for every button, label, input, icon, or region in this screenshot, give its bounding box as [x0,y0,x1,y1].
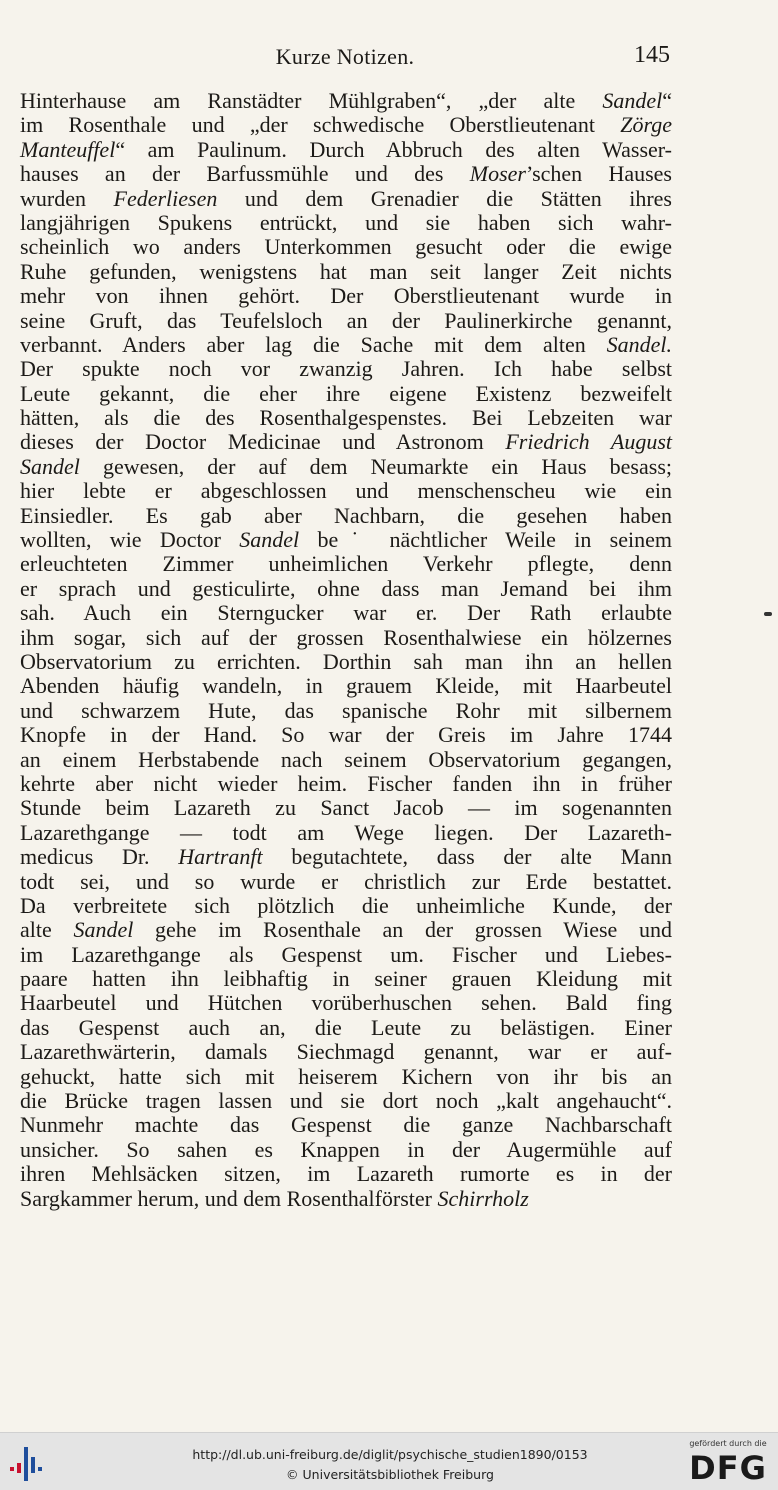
text-line [20,89,672,113]
text-line [20,528,672,552]
text-run: Leute gekannt, die eher ihre eigene Existenz bezweifelt [20,380,672,406]
text-run: hauses an der Barfussmühle und des [20,161,470,187]
margin-mark [764,612,772,616]
text-line [20,138,672,162]
text-run: seine Gruft, das Teufelsloch an der Paulinerkirche genannt, [20,307,672,333]
text-line [20,577,672,601]
text-line [20,1040,672,1064]
italic-name: Sandel. [606,331,672,357]
text-line [20,845,672,869]
text-run: Ruhe gefunden, wenigstens hat man seit langer Zeit nichts [20,258,672,284]
text-line [20,723,672,747]
text-run: und schwarzem Hute, das spanische Rohr mit silbernem [20,697,672,723]
text-run: langjährigen Spukens entrückt, und sie haben sich wahr- [20,209,672,235]
text-line [20,748,672,772]
text-line [20,235,672,259]
text-run: verbannt. Anders aber lag die Sache mit dem alten [20,331,607,357]
text-line [20,918,672,942]
text-run: begutachtete, dass der alte Mann [262,844,672,870]
italic-name: Sandel [239,527,300,553]
text-run: im Lazarethgange als Gespenst um. Fischer und Liebes- [20,941,672,967]
italic-name: Schirrholz [437,1185,529,1211]
text-run: und dem Grenadier die Stätten ihres [217,185,672,211]
italic-name: Hartranft [178,844,263,870]
text-run: dieses der Doctor Medicinae und Astronom [20,429,506,455]
text-run: Hinterhause am Ranstädter Mühlgraben“, „der alte [20,88,603,113]
text-run: unsicher. So sahen es Knappen in der Augermühle auf [20,1136,672,1162]
text-run: paare hatten ihn leibhaftig in seiner grauen Kleidung mit [20,966,672,992]
italic-name: Manteuffel [20,136,116,162]
text-run: ’schen Hauses [525,161,672,187]
text-run: Lazarethwärterin, damals Siechmagd genannt, war er auf- [20,1039,672,1065]
text-line [20,1113,672,1137]
body-text [20,89,672,1211]
text-run: hier lebte er abgeschlossen und menschenscheu wie ein [20,478,672,504]
source-url-link[interactable]: http://dl.ub.uni-freiburg.de/diglit/psychische_studien1890/0153 [192,1447,588,1462]
text-line [20,991,672,1015]
text-run: kehrte aber nicht wieder heim. Fischer fanden ihn in früher [20,770,672,796]
text-run: medicus Dr. [20,844,179,870]
text-run: ihren Mehlsäcken sitzen, im Lazareth rumorte es in der [20,1161,672,1187]
text-line [20,113,672,137]
text-line [20,284,672,308]
text-run: mehr von ihnen gehört. Der Oberstlieutenant wurde in [20,283,672,309]
text-line [20,1138,672,1162]
text-run: sah. Auch ein Sterngucker war er. Der Rath erlaubte [20,600,672,626]
text-run: Der spukte noch vor zwanzig Jahren. Ich habe selbst [20,356,672,382]
text-run: Da verbreitete sich plötzlich die unheimliche Kunde, der [20,892,672,918]
text-line [20,309,672,333]
text-line [20,1089,672,1113]
text-line [20,870,672,894]
text-run: Knopfe in der Hand. So war der Greis im Jahre 1744 [20,722,672,748]
text-run: scheinlich wo anders Unterkommen gesucht oder die ewige [20,234,672,260]
text-run: Stunde beim Lazareth zu Sanct Jacob — im sogenannten [20,795,672,821]
text-run: “ [662,88,672,113]
text-run: gehe im Rosenthale an der grossen Wiese und [133,917,672,943]
text-run: wollten, wie Doctor [20,527,240,553]
text-line [20,943,672,967]
text-run: todt sei, und so wurde er christlich zur Erde bestattet. [20,868,672,894]
italic-name: Sandel [73,917,134,943]
text-run: Observatorium zu errichten. Dorthin sah man ihn an hellen [20,648,672,674]
text-run: ihm sogar, sich auf der grossen Rosenthalwiese ein hölzernes [20,624,672,650]
dfg-logo-text: DFG [689,1449,767,1487]
italic-name: Sandel [20,453,80,479]
text-line [20,187,672,211]
text-run: Abenden häufig wandeln, in grauem Kleide, mit Haarbeutel [20,673,672,699]
text-line [20,211,672,235]
text-run: “ am Paulinum. Durch Abbruch des alten Wasser- [115,136,672,162]
text-line [20,1162,672,1186]
text-run: erleuchteten Zimmer unheimlichen Verkehr pflegte, denn [20,551,672,577]
text-line [20,601,672,625]
footer-bar [0,1432,778,1490]
ub-freiburg-logo-icon[interactable] [8,1443,48,1483]
text-line [20,772,672,796]
text-run: er sprach und gesticulirte, ohne dass man Jemand bei ihm [20,575,672,601]
text-line [20,796,672,820]
text-line [20,504,672,528]
text-line [20,260,672,284]
italic-name: Moser [469,161,526,187]
text-run: im Rosenthale und „der schwedische Oberstlieutenant [20,112,621,138]
text-line [20,382,672,406]
text-line [20,552,672,576]
text-line [20,626,672,650]
italic-name: Zörge [620,112,672,138]
text-run: die Brücke tragen lassen und sie dort noch „kalt angehaucht“. [20,1088,672,1114]
text-line [20,357,672,381]
text-line [20,1065,672,1089]
text-line [20,479,672,503]
text-line [20,821,672,845]
text-line [20,674,672,698]
italic-name: Federliesen [113,185,218,211]
text-run: Haarbeutel und Hütchen vorüberhuschen sehen. Bald fing [20,990,672,1016]
text-run: Sargkammer herum, und dem Rosenthalförster [20,1185,438,1211]
text-run: Nunmehr machte das Gespenst die ganze Nachbarschaft [20,1112,672,1138]
text-run: be˙ nächtlicher Weile in seinem [299,527,672,553]
funding-note: gefördert durch die [689,1439,767,1448]
page-number: 145 [634,42,670,68]
text-run: hätten, als die des Rosenthalgespenstes. Bei Lebzeiten war [20,405,672,431]
italic-name: Friedrich August [505,429,673,455]
text-line [20,1187,672,1211]
text-run: gewesen, der auf dem Neumarkte ein Haus besass; [79,453,672,479]
text-line [20,967,672,991]
text-run: Einsiedler. Es gab aber Nachbarn, die gesehen haben [20,502,672,528]
copyright-notice: © Universitätsbibliothek Freiburg [286,1467,494,1482]
text-run: alte [20,917,74,943]
text-line [20,894,672,918]
text-run: das Gespenst auch an, die Leute zu belästigen. Einer [20,1014,672,1040]
running-head [20,44,670,76]
text-line [20,162,672,186]
text-run: wurden [20,185,114,211]
text-run: gehuckt, hatte sich mit heiserem Kichern von ihr bis an [20,1063,672,1089]
text-line [20,333,672,357]
text-line [20,430,672,454]
text-line [20,650,672,674]
italic-name: Sandel [602,88,663,113]
text-run: Lazarethgange — todt am Wege liegen. Der Lazareth- [20,819,672,845]
dfg-logo[interactable] [686,1439,770,1487]
text-run: an einem Herbstabende nach seinem Observatorium gegangen, [20,746,672,772]
text-line [20,455,672,479]
running-title: Kurze Notizen. [275,44,415,69]
text-line [20,406,672,430]
text-line [20,1016,672,1040]
text-line [20,699,672,723]
